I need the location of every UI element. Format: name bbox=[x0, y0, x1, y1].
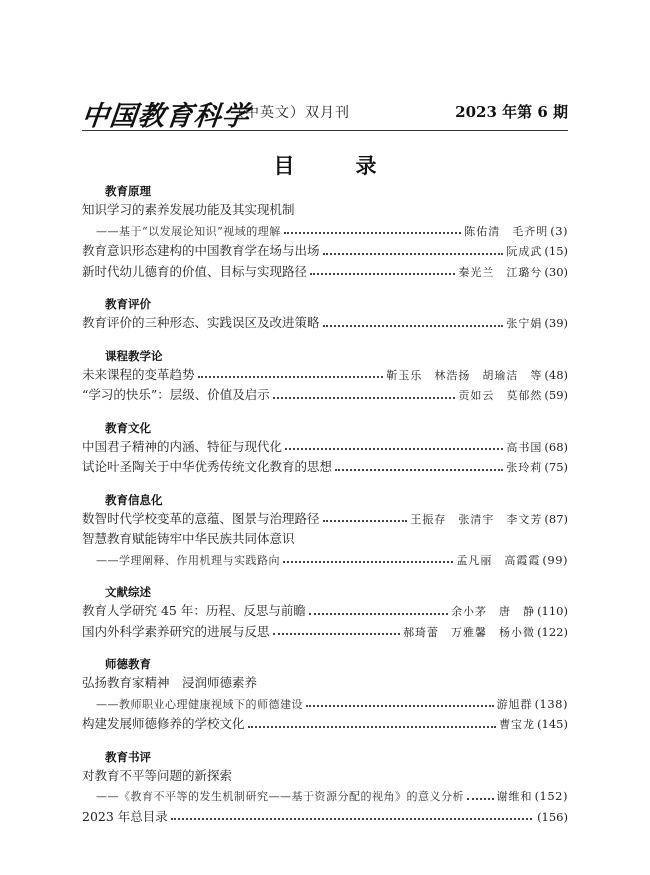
page-number: (59) bbox=[544, 388, 568, 402]
toc-entry[interactable] bbox=[82, 509, 568, 530]
section-title: 教育原理 bbox=[105, 184, 151, 198]
article-authors: 曹宝龙 bbox=[499, 718, 536, 731]
table-of-contents bbox=[82, 182, 568, 840]
toc-section bbox=[82, 491, 568, 571]
article-title: 国内外科学素养研究的进展与反思 bbox=[82, 623, 270, 639]
toc-entry[interactable] bbox=[82, 622, 568, 643]
page-number: (3) bbox=[550, 223, 568, 238]
article-title: 教育人学研究 45 年：历程、反思与前瞻 bbox=[82, 603, 306, 618]
article-title: “学习的快乐”：层级、价值及启示 bbox=[82, 387, 270, 402]
toc-entry[interactable] bbox=[82, 313, 568, 334]
article-title: 构建发展师德修养的学校文化 bbox=[82, 716, 245, 731]
article-authors: 贡如云 莫郁然 bbox=[458, 389, 543, 402]
toc-subtitle[interactable] bbox=[82, 550, 568, 571]
page-number: (68) bbox=[544, 439, 568, 454]
toc-subtitle[interactable] bbox=[82, 786, 568, 807]
article-title: 知识学习的素养发展功能及其实现机制 bbox=[82, 202, 295, 217]
toc-section bbox=[82, 295, 568, 334]
page-number: (39) bbox=[544, 316, 568, 330]
article-title: 数智时代学校变革的意蕴、图景与治理路径 bbox=[82, 510, 320, 526]
section-title: 课程教学论 bbox=[105, 348, 163, 363]
journal-title-logo: 中国教育科学 bbox=[80, 101, 252, 132]
article-authors: 高书国 bbox=[506, 440, 543, 454]
page-number: (48) bbox=[544, 367, 568, 382]
dot-leader bbox=[310, 273, 455, 275]
toc-entry[interactable] bbox=[82, 241, 568, 262]
toc-entry bbox=[82, 673, 568, 694]
issue-number: 2023 年第 6 期 bbox=[455, 103, 568, 121]
toc-section bbox=[82, 655, 568, 735]
article-authors: 王振存 张清宇 李文芳 bbox=[410, 512, 543, 526]
toc-entry bbox=[82, 529, 568, 550]
journal-subtitle: （中英文）双月刊 bbox=[230, 105, 350, 121]
article-title: 教育意识形态建构的中国教育学在场与出场 bbox=[82, 243, 320, 258]
toc-entry bbox=[82, 200, 568, 221]
article-title: ——学理阐释、作用机理与实践路向 bbox=[96, 553, 280, 567]
section-title: 文献综述 bbox=[105, 585, 151, 599]
toc-entry[interactable] bbox=[82, 385, 568, 406]
page-number: (30) bbox=[544, 264, 568, 279]
section-title: 教育书评 bbox=[105, 749, 151, 764]
dot-leader bbox=[273, 397, 456, 399]
page-number: (15) bbox=[544, 244, 568, 258]
article-authors: 陈佑清 毛齐明 bbox=[464, 224, 549, 238]
article-authors: 郝琦蕾 万雅馨 杨小微 bbox=[403, 625, 536, 639]
section-title: 教育文化 bbox=[105, 420, 151, 435]
dot-leader bbox=[309, 613, 448, 615]
page-number: (110) bbox=[537, 604, 568, 618]
dot-leader bbox=[467, 798, 494, 800]
page-number: (152) bbox=[534, 789, 568, 803]
article-title: 新时代幼儿德育的价值、目标与实现路径 bbox=[82, 263, 308, 279]
dot-leader bbox=[283, 561, 453, 563]
article-authors: 靳玉乐 林浩扬 胡瑜洁 等 bbox=[386, 368, 543, 382]
page-number: (75) bbox=[544, 460, 568, 474]
dot-leader bbox=[248, 726, 497, 728]
dot-leader bbox=[335, 469, 503, 471]
article-title: ——《教育不平等的发生机制研究——基于资源分配的视角》的意义分析 bbox=[96, 790, 464, 803]
dot-leader bbox=[306, 705, 494, 707]
toc-subtitle[interactable] bbox=[82, 221, 568, 242]
toc-entry[interactable] bbox=[82, 714, 568, 735]
toc-entry[interactable] bbox=[82, 601, 568, 622]
toc-entry[interactable] bbox=[82, 437, 568, 458]
toc-title: 目 录 bbox=[273, 153, 397, 178]
dot-leader bbox=[273, 633, 401, 635]
header-divider bbox=[82, 130, 568, 131]
page-number: (122) bbox=[537, 624, 568, 639]
article-title: 对教育不平等问题的新探索 bbox=[82, 767, 233, 783]
article-title: 弘扬教育家精神 浸润师德素养 bbox=[82, 675, 258, 690]
toc-section bbox=[82, 419, 568, 478]
toc-entry[interactable] bbox=[82, 807, 568, 828]
article-title: 2023 年总目录 bbox=[82, 808, 168, 824]
toc-section bbox=[82, 347, 568, 406]
page-number: (87) bbox=[544, 511, 568, 526]
dot-leader bbox=[171, 818, 532, 820]
toc-subtitle[interactable] bbox=[82, 694, 568, 715]
article-authors: 张玲莉 bbox=[506, 461, 543, 474]
toc-section bbox=[82, 748, 568, 828]
dot-leader bbox=[323, 253, 504, 255]
article-authors: 秦光兰 江璐兮 bbox=[458, 265, 543, 279]
section-title: 教育信息化 bbox=[105, 492, 163, 507]
dot-leader bbox=[323, 520, 408, 522]
section-title: 师德教育 bbox=[105, 657, 151, 671]
toc-entry[interactable] bbox=[82, 365, 568, 386]
section-title: 教育评价 bbox=[105, 297, 151, 311]
dot-leader bbox=[198, 376, 384, 378]
page-number: (99) bbox=[542, 552, 568, 567]
article-authors: 游旭群 bbox=[496, 697, 533, 711]
dot-leader bbox=[285, 448, 503, 450]
dot-leader bbox=[284, 232, 461, 234]
toc-entry bbox=[82, 766, 568, 787]
article-authors: 余小茅 唐 静 bbox=[451, 605, 536, 618]
masthead bbox=[80, 94, 568, 132]
article-authors: 阮成武 bbox=[506, 245, 543, 258]
article-authors: 谢维和 bbox=[496, 790, 533, 803]
toc-entry[interactable] bbox=[82, 262, 568, 283]
article-authors: 孟凡丽 高霞霞 bbox=[456, 553, 541, 567]
toc-section bbox=[82, 583, 568, 642]
article-title: 未来课程的变革趋势 bbox=[82, 366, 195, 382]
page-number: (145) bbox=[537, 717, 568, 731]
article-title: 教育评价的三种形态、实践误区及改进策略 bbox=[82, 315, 320, 330]
page-number: (156) bbox=[537, 809, 568, 824]
dot-leader bbox=[323, 325, 504, 327]
toc-section bbox=[82, 182, 568, 282]
article-authors: 张宁娟 bbox=[506, 317, 543, 330]
page-number: (138) bbox=[534, 696, 568, 711]
article-title: 试论叶圣陶关于中华优秀传统文化教育的思想 bbox=[82, 459, 333, 474]
article-title: ——教师职业心理健康视域下的师德建设 bbox=[96, 697, 303, 711]
article-title: 智慧教育赋能铸牢中华民族共同体意识 bbox=[82, 531, 295, 546]
article-title: 中国君子精神的内涵、特征与现代化 bbox=[82, 438, 283, 454]
article-title: ——基于“以发展论知识”视域的理解 bbox=[96, 224, 281, 238]
toc-entry[interactable] bbox=[82, 457, 568, 478]
